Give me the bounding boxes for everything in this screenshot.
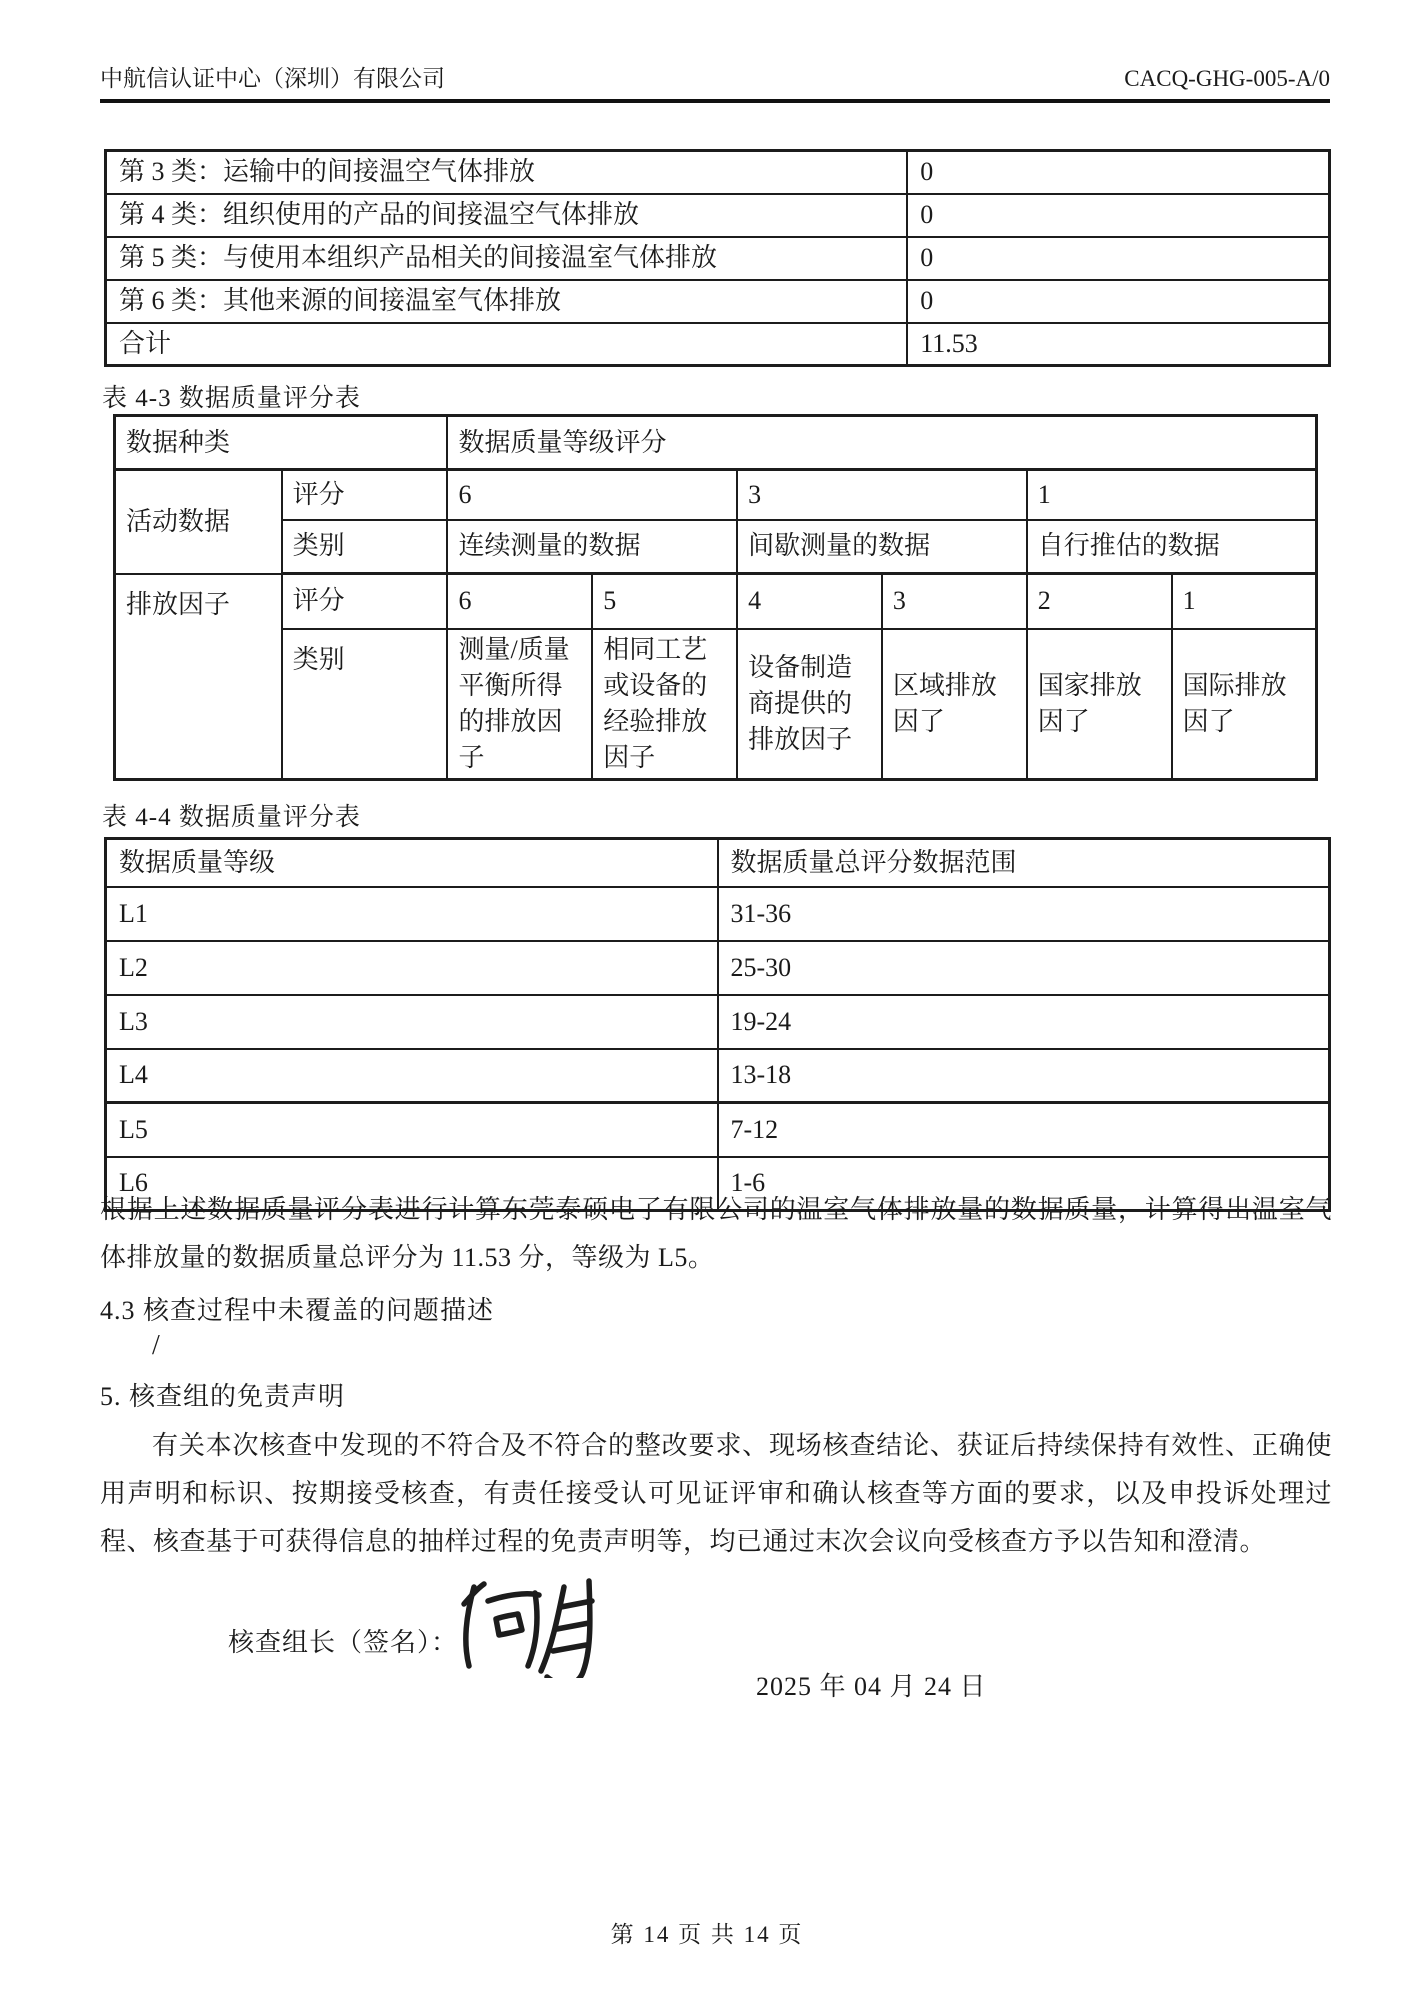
activity-category-row [115, 520, 1317, 574]
col1-header: 数据种类 [115, 416, 448, 470]
factor-score: 3 [882, 574, 1027, 629]
quality-summary-paragraph: 根据上述数据质量评分表进行计算东莞泰硕电了有限公司的温室气体排放量的数据质量，计算得出温室气体排放量的数据质量总评分为 11.53 分，等级为 L5。 [100, 1195, 1332, 1272]
factor-category: 相同工艺或设备的经验排放因子 [592, 629, 737, 780]
table-row [106, 151, 1330, 194]
section-4-3-title: 4.3 核查过程中未覆盖的问题描述 [100, 1296, 495, 1325]
level-cell: L5 [106, 1103, 718, 1157]
table-row-header [115, 416, 1317, 470]
level-cell: L1 [106, 887, 718, 941]
table-row [106, 941, 1330, 995]
table-row [106, 194, 1330, 237]
table-row [106, 887, 1330, 941]
factor-category: 国家排放因了 [1027, 629, 1172, 780]
factor-category: 区域排放因了 [882, 629, 1027, 780]
activity-score: 6 [447, 470, 737, 520]
level-cell: L2 [106, 941, 718, 995]
table-row-total [106, 323, 1330, 366]
emission-factor-label: 排放因子 [115, 574, 282, 780]
level-cell: L4 [106, 1049, 718, 1103]
page-footer: 第 14 页 共 14 页 [610, 1922, 804, 1947]
level-cell: L6 [106, 1157, 718, 1211]
level-header: 数据质量等级 [106, 839, 718, 887]
range-cell: 1-6 [718, 1157, 1330, 1211]
factor-score-row [115, 574, 1317, 629]
factor-category: 测量/质量平衡所得的排放因子 [447, 629, 592, 780]
activity-category: 自行推估的数据 [1027, 520, 1317, 574]
activity-category: 间歇测量的数据 [737, 520, 1027, 574]
factor-score: 1 [1172, 574, 1317, 629]
emission-value: 0 [907, 151, 1329, 194]
factor-score: 2 [1027, 574, 1172, 629]
signature-label: 核查组长（签名）： [228, 1628, 459, 1657]
table-row [106, 237, 1330, 280]
factor-category-row [115, 629, 1317, 780]
factor-score: 5 [592, 574, 737, 629]
section-4-3-content: / [152, 1330, 160, 1361]
total-label: 合计 [106, 323, 908, 366]
category-label: 类别 [282, 520, 448, 574]
emission-category-label: 第 3 类：运输中的间接温空气体排放 [106, 151, 908, 194]
table43-caption: 表 4-3 数据质量评分表 [102, 385, 361, 412]
score-label: 评分 [282, 574, 448, 629]
disclaimer-paragraph: 有关本次核查中发现的不符合及不符合的整改要求、现场核查结论、获证后持续保持有效性、正确使用声明和标识、按期接受核查，有责任接受认可见证评审和确认核查等方面的要求，以及申投诉处理过程、核查基于可获得信息的抽样过程的免责声明等，均已通过末次会议向受核查方予以告知和澄清。 [100, 1431, 1332, 1556]
table-row [106, 1049, 1330, 1103]
level-cell: L3 [106, 995, 718, 1049]
page-header [100, 60, 1330, 93]
range-cell: 13-18 [718, 1049, 1330, 1103]
score-label: 评分 [282, 470, 448, 520]
table-row-header [106, 839, 1330, 887]
range-cell: 7-12 [718, 1103, 1330, 1157]
factor-category: 设备制造商提供的排放因子 [737, 629, 882, 780]
table-row [106, 280, 1330, 323]
signature-date: 2025 年 04 月 24 日 [756, 1672, 987, 1701]
signature-handwriting [438, 1574, 638, 1678]
company-name: 中航信认证中心（深圳）有限公司 [100, 66, 445, 91]
category-label: 类别 [282, 629, 448, 780]
table-row [106, 1103, 1330, 1157]
activity-data-label: 活动数据 [115, 470, 282, 574]
total-value: 11.53 [907, 323, 1329, 366]
section-5-title: 5. 核查组的免责声明 [100, 1382, 346, 1411]
activity-score: 1 [1027, 470, 1317, 520]
col2-header: 数据质量等级评分 [447, 416, 1316, 470]
range-cell: 25-30 [718, 941, 1330, 995]
emissions-summary-table [104, 149, 1331, 367]
data-quality-score-table [113, 414, 1318, 781]
emission-value: 0 [907, 280, 1329, 323]
emission-category-label: 第 4 类：组织使用的产品的间接温空气体排放 [106, 194, 908, 237]
emission-value: 0 [907, 194, 1329, 237]
table-row [106, 995, 1330, 1049]
activity-score-row [115, 470, 1317, 520]
activity-category: 连续测量的数据 [447, 520, 737, 574]
range-header: 数据质量总评分数据范围 [718, 839, 1330, 887]
factor-category: 国际排放因了 [1172, 629, 1317, 780]
doc-code: CACQ-GHG-005-A/0 [1124, 66, 1330, 91]
table44-caption: 表 4-4 数据质量评分表 [102, 804, 361, 831]
emission-value: 0 [907, 237, 1329, 280]
header-rule [100, 99, 1330, 103]
range-cell: 31-36 [718, 887, 1330, 941]
activity-score: 3 [737, 470, 1027, 520]
emission-category-label: 第 6 类：其他来源的间接温室气体排放 [106, 280, 908, 323]
range-cell: 19-24 [718, 995, 1330, 1049]
factor-score: 4 [737, 574, 882, 629]
factor-score: 6 [447, 574, 592, 629]
emission-category-label: 第 5 类：与使用本组织产品相关的间接温室气体排放 [106, 237, 908, 280]
data-quality-level-table [104, 837, 1331, 1212]
